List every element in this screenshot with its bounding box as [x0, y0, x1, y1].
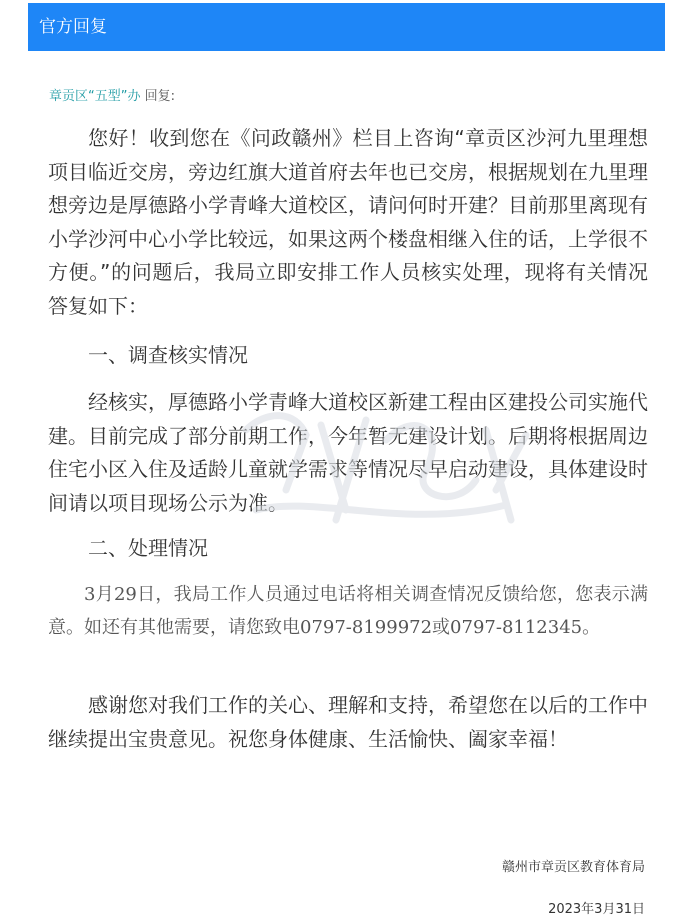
section-2-paragraph: 3月29日，我局工作人员通过电话将相关调查情况反馈给您，您表示满意。如还有其他需要，请您致电0797-8199972或0797-8112345。	[48, 584, 648, 638]
section-1-heading: 一、调查核实情况	[88, 343, 248, 367]
signature-organization: 赣州市章贡区教育体育局	[501, 860, 645, 875]
section-2-heading: 二、处理情况	[88, 536, 208, 560]
intro-paragraph: 您好！收到您在《问政赣州》栏目上咨询“章贡区沙河九里理想项目临近交房，旁边红旗大道首府去年也已交房，根据规划在九里理想旁边是厚德路小学青峰大道校区，请问何时开建？目前那里离现有小学沙河中心小学比较远，如果这两个楼盘相继入住的话，上学很不方便。”的问题后，我局立即安排工作人员核实处理，现将有关情况答复如下：	[48, 126, 648, 318]
signature-date: 2023年3月31日	[548, 902, 645, 917]
closing-paragraph: 感谢您对我们工作的关心、理解和支持，希望您在以后的工作中继续提出宝贵意见。祝您身体健康、生活愉快、阖家幸福！	[48, 693, 648, 751]
section-1-paragraph: 经核实，厚德路小学青峰大道校区新建工程由区建投公司实施代建。目前完成了部分前期工作，今年暂无建设计划。后期将根据周边住宅小区入住及适龄儿童就学需求等情况尽早启动建设，具体建设时间请以项目现场公示为准。	[48, 390, 648, 515]
reply-label: 回复:	[144, 89, 176, 104]
header-title: 官方回复	[39, 17, 107, 37]
reply-department: 章贡区“五型”办	[49, 89, 141, 104]
reply-header-bar	[28, 3, 665, 51]
reply-from-line	[49, 89, 175, 105]
